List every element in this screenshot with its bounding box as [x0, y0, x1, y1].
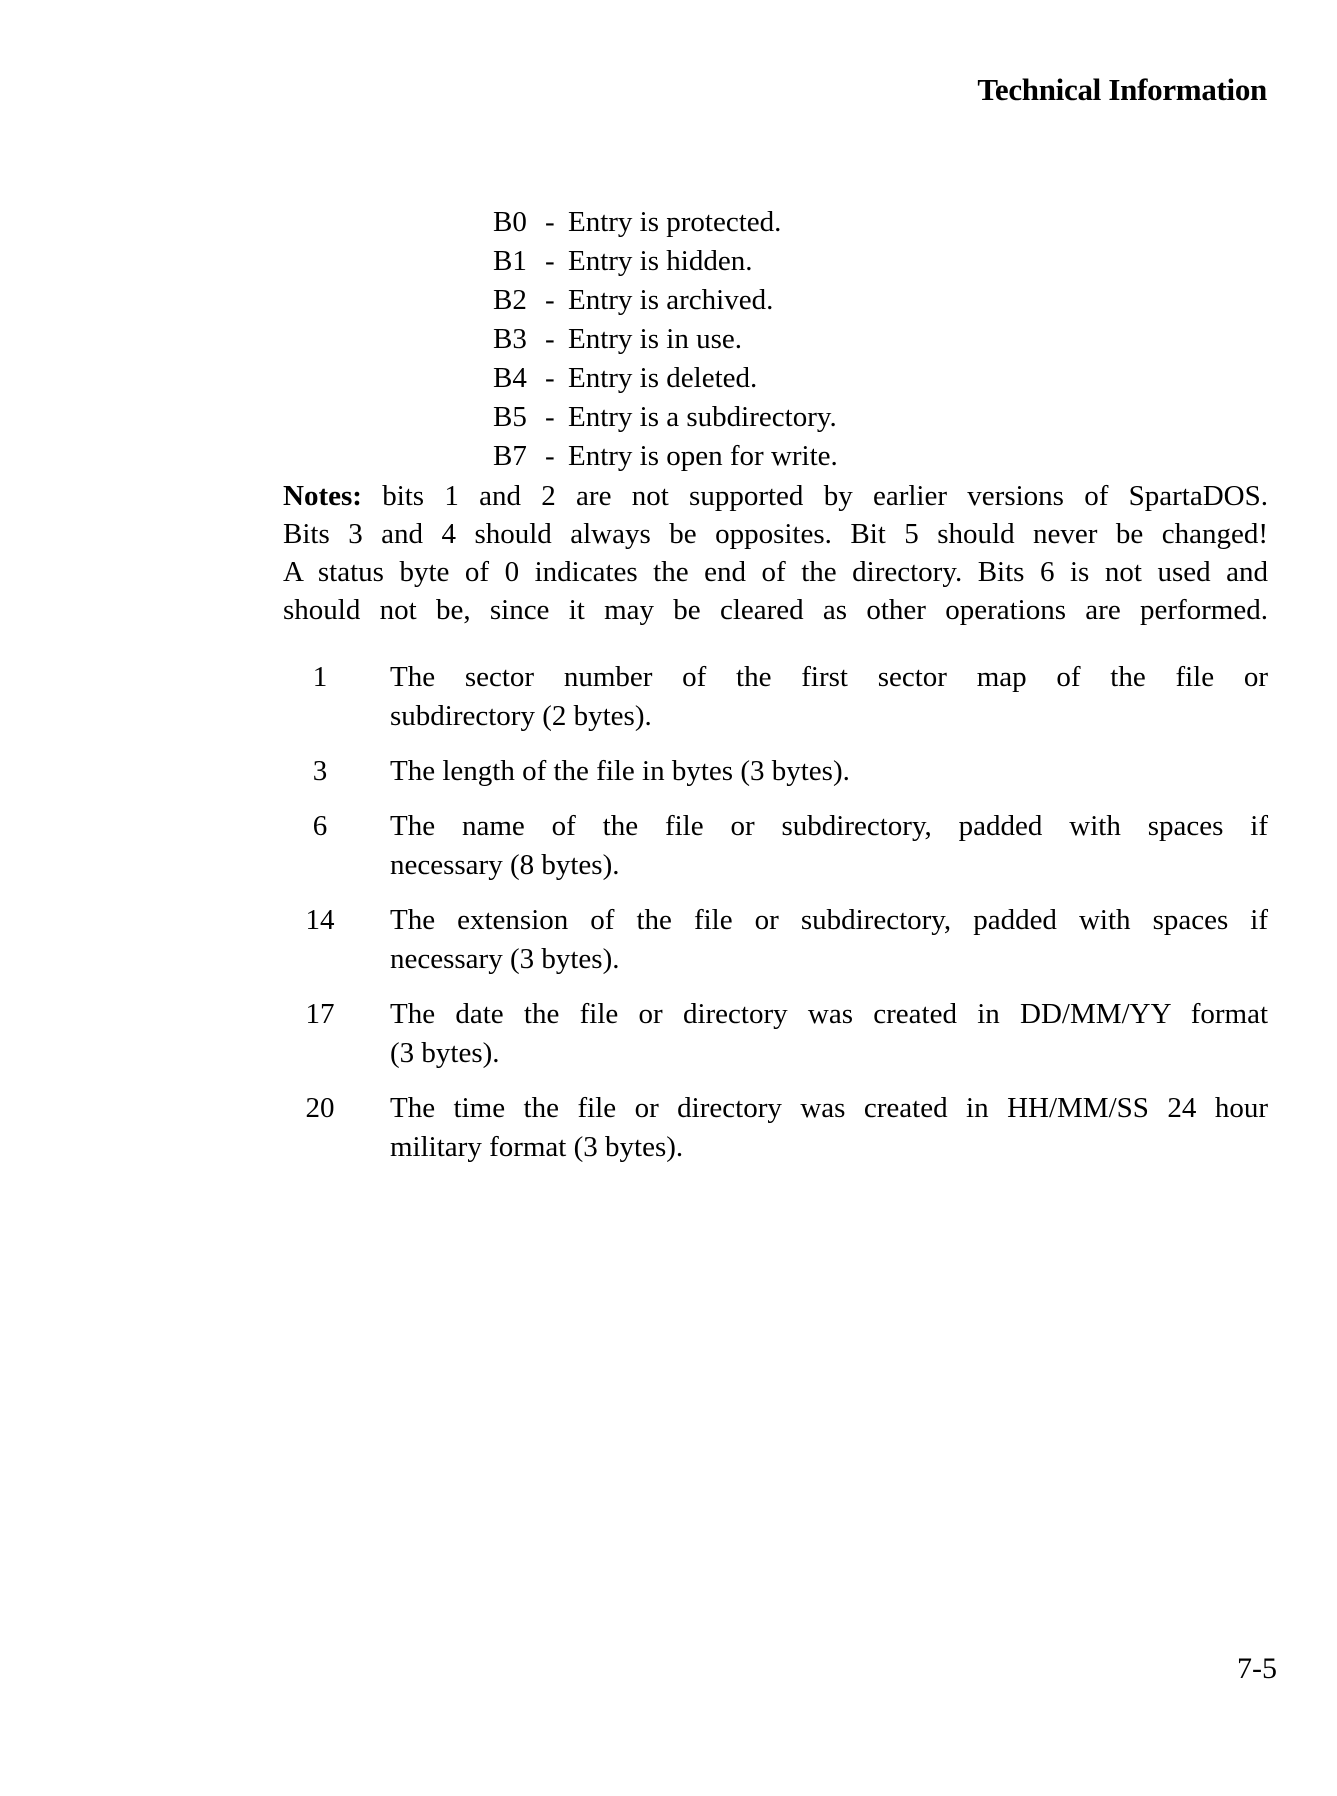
field-line: The name of the file or subdirectory, padded with spaces if [390, 810, 1268, 842]
bit-label: B7 [493, 440, 527, 472]
bit-dash: - [545, 206, 555, 238]
bit-label: B4 [493, 362, 527, 394]
bit-dash: - [545, 362, 555, 394]
notes-paragraph [283, 477, 1268, 629]
bit-row [493, 242, 838, 281]
field-offset-list [290, 658, 1268, 1183]
bit-description: Entry is protected. [568, 206, 782, 238]
field-item [290, 995, 1268, 1073]
field-offset: 1 [312, 661, 328, 693]
field-line: The extension of the file or subdirectory, padded with spaces if [390, 904, 1268, 936]
bit-dash: - [545, 245, 555, 277]
bit-label: B3 [493, 323, 527, 355]
bit-row [493, 203, 838, 242]
field-line: (3 bytes). [390, 1037, 500, 1069]
field-item [290, 901, 1268, 979]
field-description [390, 658, 1268, 736]
notes-line [283, 477, 1268, 515]
page-header-title: Technical Information [977, 72, 1267, 107]
field-item [290, 658, 1268, 736]
bit-description: Entry is a subdirectory. [568, 401, 837, 433]
field-line: The date the file or directory was created in DD/MM/YY format [390, 998, 1268, 1030]
field-description [390, 995, 1268, 1073]
field-offset: 14 [305, 904, 335, 936]
field-description [390, 752, 1268, 791]
bit-row [493, 437, 838, 476]
page-number: 7-5 [1237, 1652, 1277, 1685]
bit-description: Entry is open for write. [568, 440, 838, 472]
bit-row [493, 281, 838, 320]
notes-label: Notes: [283, 480, 362, 512]
field-line: necessary (3 bytes). [390, 943, 620, 975]
bit-label: B5 [493, 401, 527, 433]
bit-label: B0 [493, 206, 527, 238]
bit-description: Entry is deleted. [568, 362, 758, 394]
field-offset: 20 [305, 1092, 335, 1124]
bit-flag-list [493, 203, 838, 476]
bit-description: Entry is hidden. [568, 245, 753, 277]
notes-line-text: bits 1 and 2 are not supported by earlier versions of SpartaDOS. [361, 480, 1268, 512]
field-item [290, 752, 1268, 791]
bit-description: Entry is in use. [568, 323, 742, 355]
bit-row [493, 320, 838, 359]
bit-row [493, 398, 838, 437]
bit-label: B1 [493, 245, 527, 277]
field-item [290, 807, 1268, 885]
field-description [390, 901, 1268, 979]
field-offset: 3 [312, 755, 328, 787]
bit-dash: - [545, 284, 555, 316]
bit-description: Entry is archived. [568, 284, 774, 316]
field-line: The length of the file in bytes (3 bytes). [390, 755, 850, 787]
field-offset: 6 [312, 810, 328, 842]
field-description [390, 1089, 1268, 1167]
bit-dash: - [545, 440, 555, 472]
field-offset: 17 [305, 998, 335, 1030]
notes-line: Bits 3 and 4 should always be opposites. Bit 5 should never be changed! [283, 518, 1268, 550]
field-item [290, 1089, 1268, 1167]
field-line: The sector number of the first sector map of the file or [390, 661, 1268, 693]
bit-label: B2 [493, 284, 527, 316]
bit-dash: - [545, 401, 555, 433]
bit-dash: - [545, 323, 555, 355]
field-line: subdirectory (2 bytes). [390, 700, 652, 732]
field-line: necessary (8 bytes). [390, 849, 620, 881]
bit-row [493, 359, 838, 398]
field-description [390, 807, 1268, 885]
notes-line: A status byte of 0 indicates the end of the directory. Bits 6 is not used and [283, 556, 1268, 588]
notes-line: should not be, since it may be cleared as other operations are performed. [283, 594, 1268, 626]
field-line: The time the file or directory was created in HH/MM/SS 24 hour [390, 1092, 1268, 1124]
field-line: military format (3 bytes). [390, 1131, 684, 1163]
